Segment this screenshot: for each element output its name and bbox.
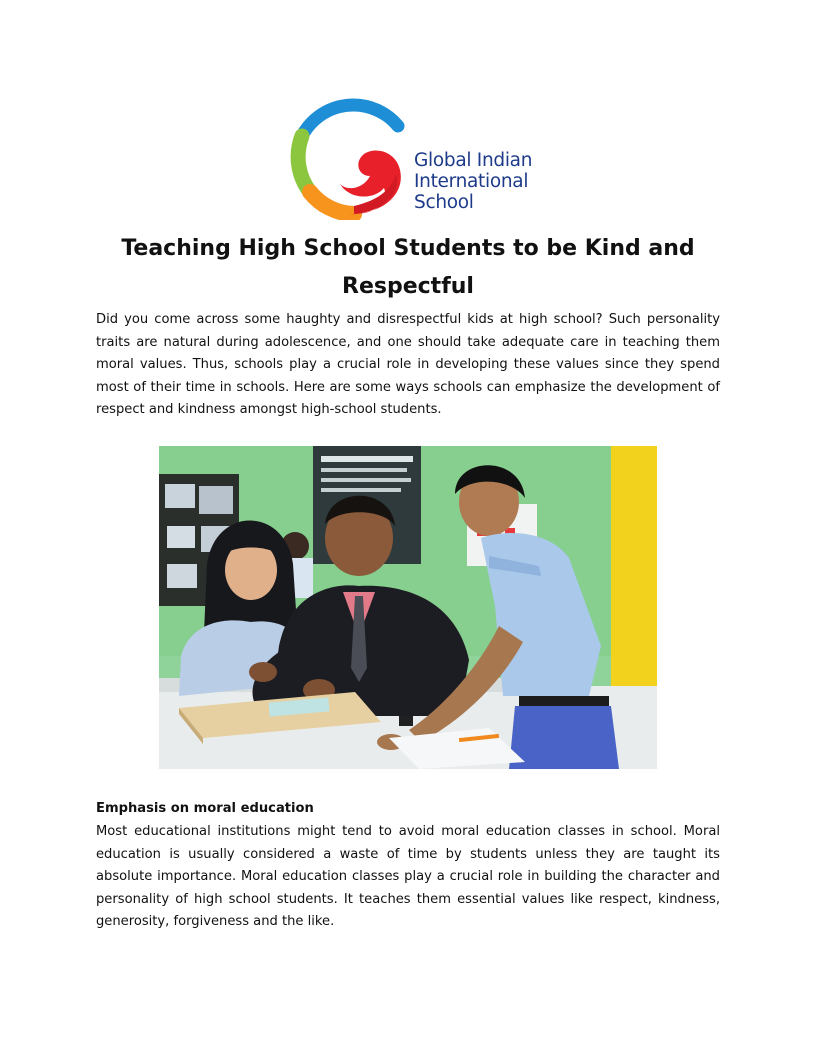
logo-swirl-icon [284,96,408,220]
school-logo [284,96,544,220]
classroom-photo [159,446,657,769]
section-heading-moral-education: Emphasis on moral education [96,801,314,816]
section-body-moral-education: Most educational institutions might tend to avoid moral education classes in school. Moral education is usually considered a waste of time by students unless they are taught its absolute importance. Moral education classes play a crucial role in building the character and personality of high school students. It teaches them essential values like respect, kindness, generosity, forgiveness and the like. [96,824,720,930]
classroom-photo-illustration [159,446,657,769]
logo-line-3: School [414,192,474,213]
logo-wordmark [414,150,544,213]
document-title: Teaching High School Students to be Kind and Respectful [121,236,695,299]
logo-line-1: Global Indian [414,150,533,171]
logo-line-2: International [414,171,529,192]
intro-paragraph: Did you come across some haughty and disrespectful kids at high school? Such personality traits are natural during adolescence, and one should take adequate care in teaching them moral values. Thus, schools play a crucial role in developing these values since they spend most of their time in schools. Here are some ways schools can emphasize the development of respect and kindness amongst high-school students. [96,312,720,418]
